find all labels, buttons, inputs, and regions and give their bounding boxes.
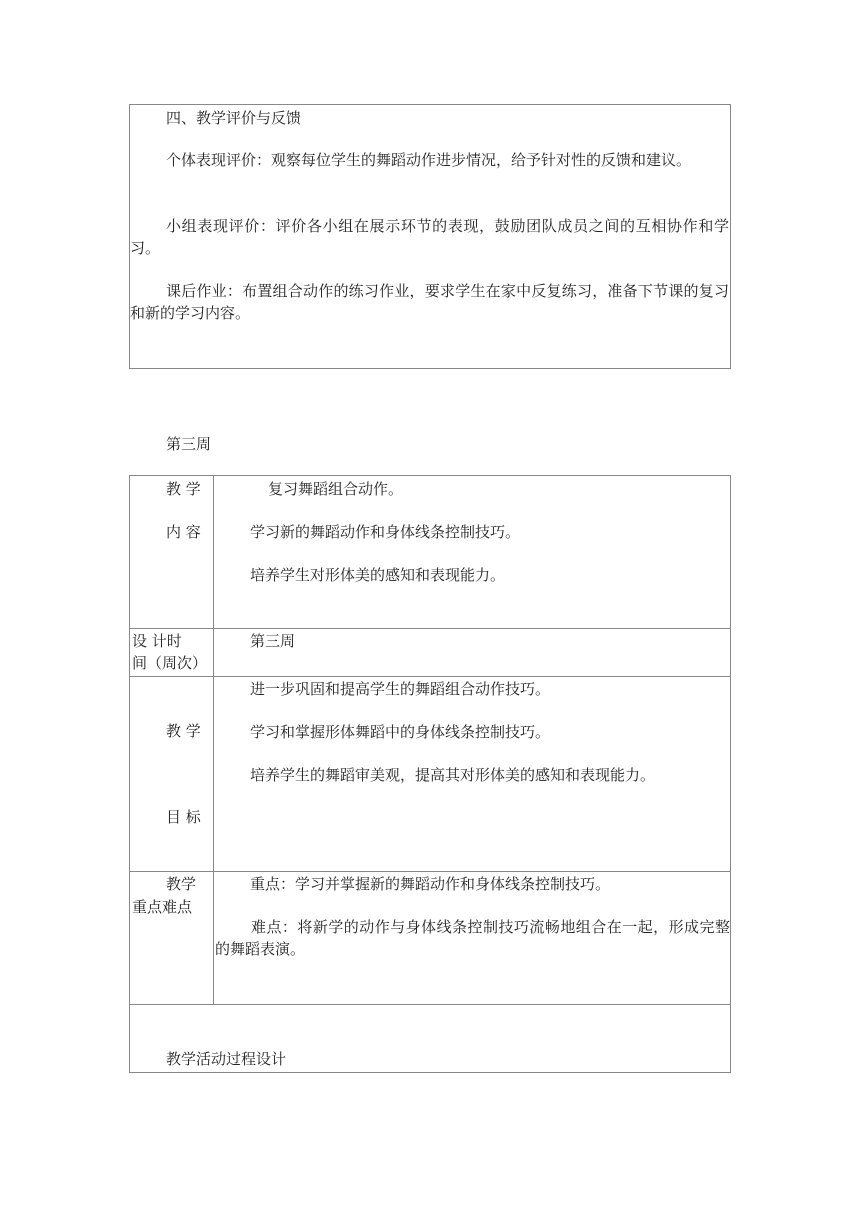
process-label: 教学活动过程设计 (166, 1050, 287, 1068)
week-title: 第三周 (166, 435, 212, 453)
homework-text: 课后作业：布置组合动作的练习作业，要求学生在家中反复练习，准备下节课的复习和新的学习内容。 (130, 282, 729, 322)
evaluation-section-box (129, 104, 731, 369)
lesson-plan-table (129, 475, 731, 1073)
group-evaluation-text: 小组表现评价：评价各小组在展示环节的表现，鼓励团队成员之间的互相协作和学习。 (130, 217, 729, 257)
goals-label-line2: 目 标 (166, 808, 201, 826)
time-value: 第三周 (250, 632, 296, 650)
key-point-text: 重点：学习并掌握新的舞蹈动作和身体线条控制技巧。 (250, 875, 611, 893)
content-item: 学习新的舞蹈动作和身体线条控制技巧。 (250, 523, 521, 541)
key-label-line2: 重点难点 (132, 898, 193, 916)
time-label-line2: 间（周次） (132, 654, 208, 672)
content-item: 复习舞蹈组合动作。 (268, 480, 404, 498)
content-item: 培养学生对形体美的感知和表现能力。 (250, 566, 506, 584)
row-divider (130, 871, 730, 872)
goals-label-line1: 教 学 (166, 722, 201, 740)
row-divider (130, 676, 730, 677)
label-column-divider (213, 476, 214, 1004)
individual-evaluation-text: 个体表现评价：观察每位学生的舞蹈动作进步情况，给予针对性的反馈和建议。 (166, 151, 692, 169)
row-divider (130, 628, 730, 629)
goal-item: 培养学生的舞蹈审美观，提高其对形体美的感知和表现能力。 (250, 766, 656, 784)
difficulty-text: 难点：将新学的动作与身体线条控制技巧流畅地组合在一起，形成完整的舞蹈表演。 (215, 918, 730, 958)
evaluation-heading: 四、教学评价与反馈 (166, 109, 302, 127)
row-divider (130, 1004, 730, 1005)
content-label-line1: 教 学 (166, 480, 201, 498)
content-label-line2: 内 容 (166, 523, 201, 541)
goal-item: 学习和掌握形体舞蹈中的身体线条控制技巧。 (250, 723, 551, 741)
key-label-line1: 教学 (166, 875, 197, 893)
goal-item: 进一步巩固和提高学生的舞蹈组合动作技巧。 (250, 680, 551, 698)
time-label-line1: 设 计时 (132, 632, 182, 650)
